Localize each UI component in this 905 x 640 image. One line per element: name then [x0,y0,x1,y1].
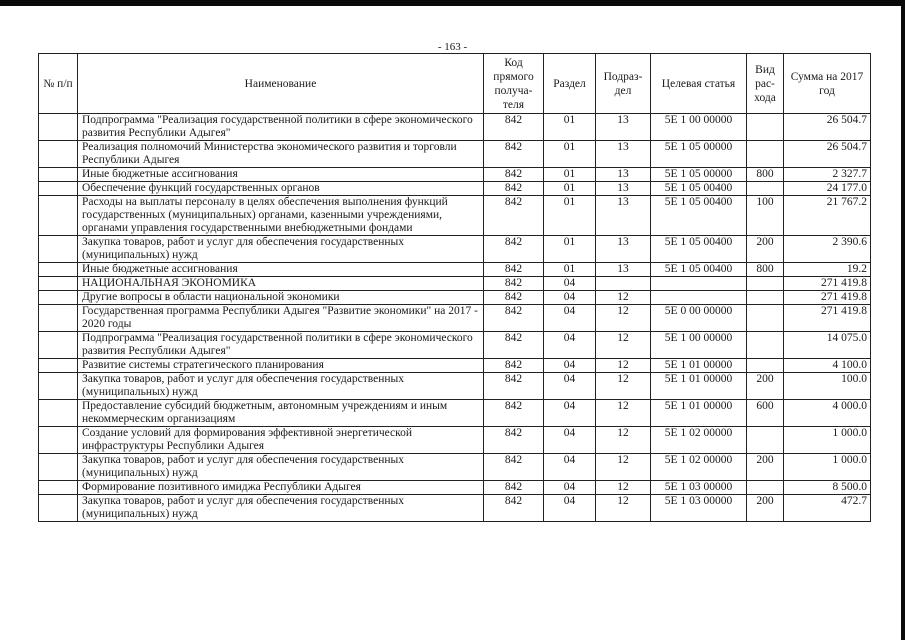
row-sum: 4 100.0 [784,359,871,373]
row-kind [747,114,784,141]
header-sum: Сумма на 2017 год [784,54,871,114]
row-name: Расходы на выплаты персоналу в целях обеспечения выполнения функций государственных (муниципальных) органами, казенными учреждениями, органами управления государственными внебюджетными фондами [78,196,484,236]
row-sum: 2 327.7 [784,168,871,182]
row-subsection: 12 [596,481,651,495]
scan-right-border [901,0,905,640]
row-subsection: 12 [596,359,651,373]
row-num [39,454,78,481]
row-code: 842 [484,495,544,522]
scan-top-border [0,0,905,6]
row-code: 842 [484,236,544,263]
row-kind [747,182,784,196]
row-subsection: 12 [596,454,651,481]
row-kind [747,332,784,359]
row-kind: 800 [747,263,784,277]
row-num [39,277,78,291]
row-section: 04 [544,454,596,481]
row-section: 01 [544,263,596,277]
row-name: Обеспечение функций государственных органов [78,182,484,196]
row-kind [747,359,784,373]
row-code: 842 [484,114,544,141]
row-subsection: 13 [596,168,651,182]
table-row [39,236,871,263]
row-target: 5Е 1 05 00400 [651,263,747,277]
budget-table [38,53,871,522]
row-code: 842 [484,454,544,481]
table-row [39,305,871,332]
row-num [39,427,78,454]
row-name: Другие вопросы в области национальной экономики [78,291,484,305]
row-section: 01 [544,114,596,141]
row-target [651,291,747,305]
row-kind: 100 [747,196,784,236]
row-num [39,305,78,332]
row-num [39,359,78,373]
row-kind [747,427,784,454]
row-code: 842 [484,400,544,427]
row-target: 5Е 1 00 00000 [651,114,747,141]
row-code: 842 [484,168,544,182]
row-kind: 200 [747,454,784,481]
row-kind: 800 [747,168,784,182]
row-section: 04 [544,373,596,400]
row-section: 01 [544,182,596,196]
header-target: Целевая статья [651,54,747,114]
header-name: Наименование [78,54,484,114]
row-section: 01 [544,236,596,263]
row-kind: 200 [747,495,784,522]
row-section: 01 [544,196,596,236]
header-row [39,54,871,114]
row-name: Закупка товаров, работ и услуг для обеспечения государственных (муниципальных) нужд [78,373,484,400]
row-section: 01 [544,168,596,182]
row-sum: 472.7 [784,495,871,522]
row-num [39,196,78,236]
header-subsection: Подраз-дел [596,54,651,114]
row-subsection: 13 [596,236,651,263]
row-code: 842 [484,427,544,454]
table-header [39,54,871,114]
table-row [39,182,871,196]
row-target [651,277,747,291]
row-subsection: 12 [596,495,651,522]
row-subsection: 12 [596,332,651,359]
row-num [39,481,78,495]
row-subsection: 13 [596,141,651,168]
row-code: 842 [484,332,544,359]
row-code: 842 [484,481,544,495]
row-sum: 271 419.8 [784,291,871,305]
row-sum: 19.2 [784,263,871,277]
row-subsection: 12 [596,400,651,427]
table-row [39,373,871,400]
row-name: Закупка товаров, работ и услуг для обеспечения государственных (муниципальных) нужд [78,454,484,481]
row-kind: 200 [747,236,784,263]
row-sum: 2 390.6 [784,236,871,263]
row-num [39,263,78,277]
row-section: 04 [544,277,596,291]
row-kind: 600 [747,400,784,427]
row-subsection: 13 [596,182,651,196]
row-sum: 271 419.8 [784,305,871,332]
row-kind [747,291,784,305]
row-kind [747,277,784,291]
row-subsection [596,277,651,291]
row-sum: 24 177.0 [784,182,871,196]
row-code: 842 [484,182,544,196]
row-target: 5Е 1 05 00400 [651,196,747,236]
table-row [39,359,871,373]
row-num [39,236,78,263]
row-section: 04 [544,481,596,495]
row-target: 5Е 0 00 00000 [651,305,747,332]
row-name: Подпрограмма "Реализация государственной политики в сфере экономического развития Республики Адыгея" [78,114,484,141]
row-name: Иные бюджетные ассигнования [78,263,484,277]
table-row [39,277,871,291]
table-row [39,427,871,454]
row-sum: 21 767.2 [784,196,871,236]
row-code: 842 [484,277,544,291]
row-sum: 14 075.0 [784,332,871,359]
table-body [39,114,871,522]
row-sum: 1 000.0 [784,427,871,454]
row-name: Создание условий для формирования эффективной энергетической инфраструктуры Республики Адыгея [78,427,484,454]
row-num [39,168,78,182]
row-name: Государственная программа Республики Адыгея "Развитие экономики" на 2017 - 2020 годы [78,305,484,332]
row-name: Развитие системы стратегического планирования [78,359,484,373]
row-section: 04 [544,332,596,359]
row-subsection: 12 [596,305,651,332]
row-name: Формирование позитивного имиджа Республики Адыгея [78,481,484,495]
row-name: Реализация полномочий Министерства экономического развития и торговли Республики Адыгея [78,141,484,168]
row-code: 842 [484,291,544,305]
row-target: 5Е 1 03 00000 [651,495,747,522]
row-code: 842 [484,263,544,277]
row-name: НАЦИОНАЛЬНАЯ ЭКОНОМИКА [78,277,484,291]
table-row [39,114,871,141]
row-sum: 4 000.0 [784,400,871,427]
row-target: 5Е 1 01 00000 [651,400,747,427]
row-subsection: 12 [596,427,651,454]
row-sum: 100.0 [784,373,871,400]
row-section: 04 [544,359,596,373]
row-section: 04 [544,291,596,305]
table-row [39,168,871,182]
row-subsection: 12 [596,291,651,305]
table-row [39,454,871,481]
table-row [39,141,871,168]
table-row [39,495,871,522]
row-name: Предоставление субсидий бюджетным, автономным учреждениям и иным некоммерческим организациям [78,400,484,427]
row-num [39,332,78,359]
row-code: 842 [484,305,544,332]
table-row [39,196,871,236]
row-subsection: 13 [596,263,651,277]
header-section: Раздел [544,54,596,114]
row-target: 5Е 1 05 00000 [651,141,747,168]
table-row [39,481,871,495]
row-section: 01 [544,141,596,168]
row-target: 5Е 1 02 00000 [651,454,747,481]
row-sum: 8 500.0 [784,481,871,495]
row-sum: 271 419.8 [784,277,871,291]
row-subsection: 13 [596,114,651,141]
row-target: 5Е 1 05 00400 [651,236,747,263]
header-code: Код прямого получа-теля [484,54,544,114]
row-code: 842 [484,373,544,400]
row-name: Подпрограмма "Реализация государственной политики в сфере экономического развития Республики Адыгея" [78,332,484,359]
row-target: 5Е 1 05 00000 [651,168,747,182]
row-subsection: 13 [596,196,651,236]
row-name: Закупка товаров, работ и услуг для обеспечения государственных (муниципальных) нужд [78,236,484,263]
row-target: 5Е 1 01 00000 [651,359,747,373]
row-num [39,373,78,400]
row-target: 5Е 1 05 00400 [651,182,747,196]
row-kind [747,305,784,332]
row-num [39,141,78,168]
row-num [39,400,78,427]
row-target: 5Е 1 02 00000 [651,427,747,454]
row-section: 04 [544,495,596,522]
row-target: 5Е 1 03 00000 [651,481,747,495]
row-section: 04 [544,427,596,454]
row-sum: 26 504.7 [784,114,871,141]
row-kind [747,141,784,168]
row-name: Закупка товаров, работ и услуг для обеспечения государственных (муниципальных) нужд [78,495,484,522]
header-num: № п/п [39,54,78,114]
row-num [39,114,78,141]
row-section: 04 [544,400,596,427]
row-sum: 1 000.0 [784,454,871,481]
row-kind: 200 [747,373,784,400]
row-num [39,291,78,305]
row-target: 5Е 1 01 00000 [651,373,747,400]
row-section: 04 [544,305,596,332]
row-code: 842 [484,196,544,236]
row-num [39,495,78,522]
row-target: 5Е 1 00 00000 [651,332,747,359]
row-kind [747,481,784,495]
row-subsection: 12 [596,373,651,400]
row-code: 842 [484,141,544,168]
table-row [39,263,871,277]
row-code: 842 [484,359,544,373]
row-num [39,182,78,196]
table-row [39,332,871,359]
table-row [39,400,871,427]
table-row [39,291,871,305]
row-sum: 26 504.7 [784,141,871,168]
row-name: Иные бюджетные ассигнования [78,168,484,182]
header-kind: Вид рас-хода [747,54,784,114]
page-number: - 163 - [437,41,468,53]
